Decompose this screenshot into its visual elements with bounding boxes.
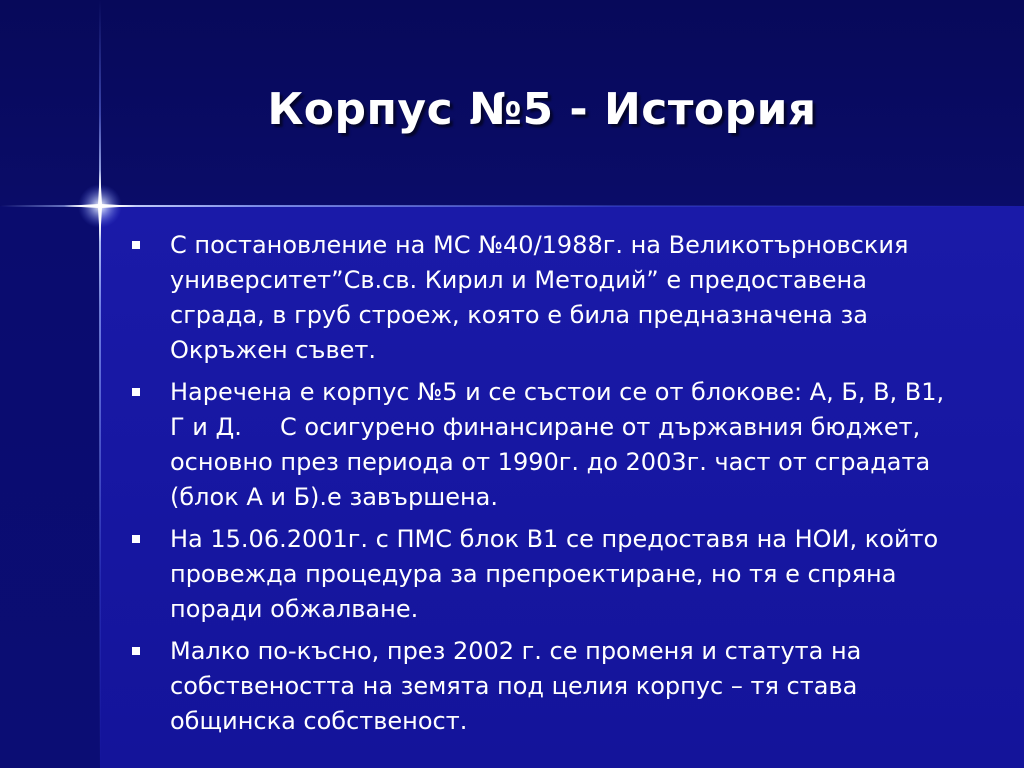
- square-bullet-icon: [132, 535, 140, 543]
- bullet-text: Наречена е корпус №5 и се състои се от блокове: А, Б, В, В1, Г и Д. С осигурено финансиране от държавния бюджет, основно през периода от 1990г. до 2003г. част от сградата (блок А и Б).е завършена.: [170, 378, 952, 511]
- horizontal-accent-line: [0, 205, 1024, 207]
- square-bullet-icon: [132, 647, 140, 655]
- list-item: [130, 634, 960, 739]
- square-bullet-icon: [132, 388, 140, 396]
- list-item: [130, 522, 960, 627]
- square-bullet-icon: [132, 241, 140, 249]
- left-band: [0, 206, 100, 768]
- list-item: [130, 228, 960, 368]
- bullet-text: На 15.06.2001г. с ПМС блок В1 се предоставя на НОИ, който провежда процедура за препроектиране, но тя е спряна поради обжалване.: [170, 525, 939, 623]
- sparkle-star-icon: [60, 166, 140, 246]
- bullet-text: Малко по-късно, през 2002 г. се променя и статута на собствеността на земята под целия корпус – тя става общинска собственост.: [170, 637, 862, 735]
- bullet-list: [130, 228, 960, 746]
- bullet-text: С постановление на МС №40/1988г. на Великотърновския университет”Св.св. Кирил и Методий” е предоставена сграда, в груб строеж, която е била предназначена за Окръжен съвет.: [170, 231, 909, 364]
- slide-title: Корпус №5 - История: [267, 84, 817, 135]
- list-item: [130, 375, 960, 515]
